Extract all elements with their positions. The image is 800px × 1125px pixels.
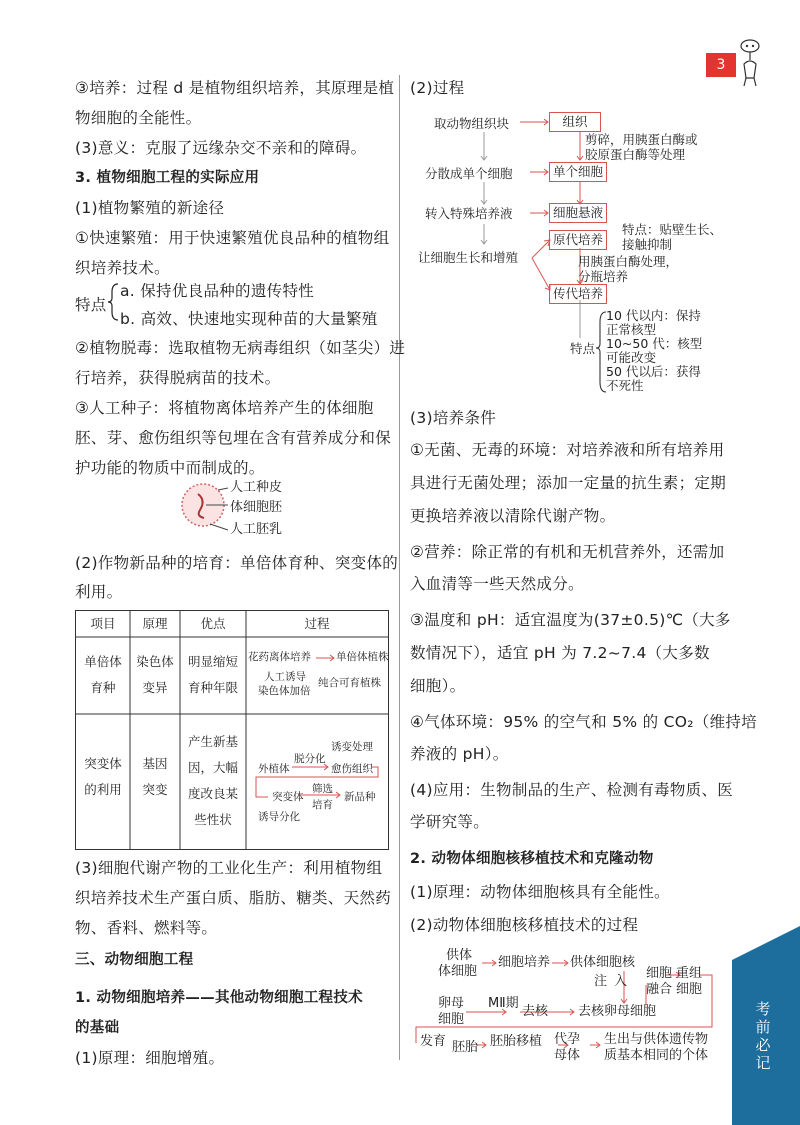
para-metabolite-3: 物、香料、燃料等。 [75, 919, 218, 937]
cell-principle: 变异 [142, 680, 168, 695]
para-propagation: (1)植物繁殖的新途径 [75, 199, 225, 217]
proc-new-variety: 新品种 [344, 791, 376, 803]
cell-item: 育种 [90, 680, 116, 695]
para-metabolite-1: (3)细胞代谢产物的工业化生产：利用植物组 [75, 859, 383, 877]
cell-item: 的利用 [84, 782, 122, 797]
nt-embryo: 胚胎 [452, 1040, 479, 1055]
flow-step-grow: 让细胞生长和增殖 [418, 250, 519, 265]
heading-plant-application: 3. 植物细胞工程的实际应用 [75, 170, 260, 186]
flow-note-trypsin-2: 胶原蛋白酶等处理 [585, 147, 686, 162]
nt-inject-1: 注 [594, 974, 608, 989]
th-process: 过程 [304, 616, 330, 631]
proc-haploid: 单倍体植株 [336, 651, 389, 663]
nt-oocyte-2: 细胞 [438, 1012, 465, 1027]
para-breeding-2: 利用。 [75, 583, 123, 601]
proc-homozygous: 纯合可育植株 [318, 677, 381, 689]
breeding-table [75, 610, 389, 850]
proc-dedifferentiation: 脱分化 [294, 753, 326, 765]
flow-box-tissue: 组织 [549, 112, 601, 132]
feature-1: 10 代以内：保持 [606, 308, 701, 323]
para-detox-1: ②植物脱毒：选取植物无病毒组织（如茎尖）进 [75, 339, 406, 357]
cell-principle: 基因 [142, 756, 168, 771]
nt-oocyte-1: 卵母 [438, 996, 465, 1011]
flow-box-suspension: 细胞悬液 [549, 203, 607, 223]
mutant-flow-arrows [248, 731, 388, 821]
para-application-1: (4)应用：生物制品的生产、检测有毒物质、医 [410, 781, 734, 799]
feature-a: a. 保持优良品种的遗传特性 [120, 282, 315, 300]
para-rapid-2: 织培养技术。 [75, 259, 170, 277]
nt-mii: MⅡ期 [488, 996, 519, 1011]
feature-label: 特点 [75, 296, 107, 314]
flow-note-trypsin-1: 剪碎，用胰蛋白酶或 [585, 132, 698, 147]
para-breeding-1: (2)作物新品种的培育：单倍体育种、突变体的 [75, 554, 399, 572]
th-principle: 原理 [142, 616, 168, 631]
para-seed-1: ③人工种子：将植物离体培养产生的体细胞 [75, 399, 374, 417]
para-temp-1: ③温度和 pH：适宜温度为(37±0.5)℃（大多 [410, 611, 731, 629]
para-nutrition-2: 入血清等一些天然成分。 [410, 575, 584, 593]
nt-surrogate-1: 代孕 [554, 1032, 581, 1047]
nt-result-2: 质基本相同的个体 [604, 1048, 709, 1063]
cell-advantage: 育种年限 [187, 680, 238, 695]
page-number: 3 [706, 53, 736, 77]
feature-2: 10~50 代：核型 [606, 336, 703, 351]
proc-doubling: 染色体加倍 [258, 685, 311, 697]
para-seed-3: 护功能的物质中而制成的。 [75, 459, 265, 477]
artificial-seed-figure [178, 480, 238, 540]
th-item: 项目 [90, 616, 116, 631]
proc-induce: 人工诱导 [264, 671, 306, 683]
para-culture-2: 物细胞的全能性。 [75, 109, 202, 127]
flow-box-subculture: 传代培养 [549, 284, 607, 304]
proc-callus: 愈伤组织 [331, 763, 373, 775]
seed-embryo-label: 体细胞胚 [230, 500, 283, 515]
nt-fuse-1: 细胞 [646, 966, 673, 981]
nt-donor-2: 体细胞 [438, 964, 478, 979]
para-principle: (1)原理：细胞增殖。 [75, 1049, 225, 1067]
para-sterile-2: 具进行无菌处理；添加一定量的抗生素；定期 [410, 474, 727, 492]
para-temp-2: 数情况下），适宜 pH 为 7.2~7.4（大多数 [410, 644, 710, 662]
flow-note-adhere-1: 特点：贴壁生长、 [622, 222, 723, 237]
proc-screen: 筛选 [312, 783, 333, 795]
cell-item: 突变体 [84, 756, 122, 771]
feature-b: b. 高效、快速地实现种苗的大量繁殖 [120, 310, 378, 328]
para-nt-principle: (1)原理：动物体细胞核具有全能性。 [410, 883, 670, 901]
proc-anther: 花药离体培养 [248, 651, 311, 663]
para-nutrition-1: ②营养：除正常的有机和无机营养外，还需加 [410, 543, 725, 561]
para-nt-process: (2)动物体细胞核移植技术的过程 [410, 916, 639, 934]
feature-1b: 正常核型 [606, 322, 657, 337]
feature-3b: 不死性 [606, 378, 644, 393]
column-divider [399, 75, 400, 1060]
nt-recomb-2: 细胞 [676, 982, 703, 997]
nt-enucleated: 去核卵母细胞 [578, 1004, 657, 1019]
flow-step-tissue: 取动物组织块 [434, 116, 510, 131]
para-significance: (3)意义：克服了远缘杂交不亲和的障碍。 [75, 139, 367, 157]
nt-recomb-1: 重组 [676, 966, 703, 981]
cell-item: 单倍体 [84, 654, 122, 669]
para-metabolite-2: 织培养技术生产蛋白质、脂肪、糖类、天然药 [75, 889, 392, 907]
cell-advantage: 产生新基 [187, 734, 238, 749]
flow-step-disperse: 分散成单个细胞 [425, 166, 513, 181]
cell-principle: 染色体 [136, 654, 174, 669]
feature-2b: 可能改变 [606, 350, 657, 365]
nt-surrogate-2: 母体 [554, 1048, 581, 1063]
nt-culture: 细胞培养 [498, 955, 551, 970]
th-advantage: 优点 [200, 616, 226, 631]
mascot-icon [738, 38, 762, 90]
para-sterile-1: ①无菌、无毒的环境：对培养液和所有培养用 [410, 441, 725, 459]
para-process: (2)过程 [410, 79, 465, 97]
proc-mutant: 突变体 [272, 791, 304, 803]
cell-advantage: 些性状 [194, 812, 232, 827]
flow-box-single-cell: 单个细胞 [549, 162, 607, 182]
flow-note-split-1: 用胰蛋白酶处理， [578, 254, 679, 269]
proc-cultivate: 培育 [312, 799, 333, 811]
nt-inject-2: 入 [614, 974, 628, 989]
proc-explant: 外植体 [258, 763, 290, 775]
feature-3: 50 代以后：获得 [606, 364, 701, 379]
nt-result-1: 生出与供体遗传物 [604, 1032, 709, 1047]
proc-differentiation: 诱导分化 [258, 811, 300, 823]
flow-note-split-2: 分瓶培养 [578, 269, 629, 284]
side-tab-label: 考前必记 [755, 1000, 771, 1072]
cell-advantage: 因，大幅 [187, 760, 238, 775]
proc-mutagen: 诱变处理 [331, 741, 373, 753]
para-detox-2: 行培养，获得脱病苗的技术。 [75, 369, 281, 387]
flow-note-adhere-2: 接触抑制 [622, 237, 673, 252]
para-sterile-3: 更换培养液以清除代谢产物。 [410, 507, 616, 525]
heading-nuclear-transfer: 2. 动物体细胞核移植技术和克隆动物 [410, 851, 654, 867]
cell-advantage: 明显缩短 [187, 654, 238, 669]
flow-step-transfer: 转入特殊培养液 [425, 206, 513, 221]
para-gas-2: 养液的 pH）。 [410, 745, 509, 763]
nt-remove: 去核 [522, 1004, 549, 1019]
nt-nucleus: 供体细胞核 [570, 955, 636, 970]
cell-principle: 突变 [142, 782, 168, 797]
nt-develop: 发育 [420, 1034, 447, 1049]
para-seed-2: 胚、芽、愈伤组织等包埋在含有营养成分和保 [75, 429, 392, 447]
seed-coat-label: 人工种皮 [230, 480, 283, 495]
flow-feature-label: 特点 [570, 341, 596, 356]
arrow-icon [316, 654, 336, 662]
nt-donor-1: 供体 [446, 948, 473, 963]
brace-icon [108, 282, 120, 322]
para-rapid-1: ①快速繁殖：用于快速繁殖优良品种的植物组 [75, 229, 390, 247]
heading-animal-culture-1: 1. 动物细胞培养——其他动物细胞工程技术 [75, 990, 363, 1006]
nt-fuse-2: 融合 [646, 982, 673, 997]
para-temp-3: 细胞）。 [410, 677, 466, 695]
heading-animal-culture-2: 的基础 [75, 1020, 120, 1036]
nt-transfer: 胚胎移植 [490, 1034, 543, 1049]
heading-animal-engineering: 三、动物细胞工程 [75, 952, 194, 968]
cell-advantage: 度改良某 [187, 786, 238, 801]
para-conditions: (3)培养条件 [410, 409, 497, 427]
seed-endosperm-label: 人工胚乳 [230, 522, 283, 537]
para-application-2: 学研究等。 [410, 813, 490, 831]
para-culture-1: ③培养：过程 d 是植物组织培养，其原理是植 [75, 79, 395, 97]
flow-box-primary: 原代培养 [549, 230, 607, 250]
para-gas-1: ④气体环境：95% 的空气和 5% 的 CO₂（维持培 [410, 713, 757, 731]
